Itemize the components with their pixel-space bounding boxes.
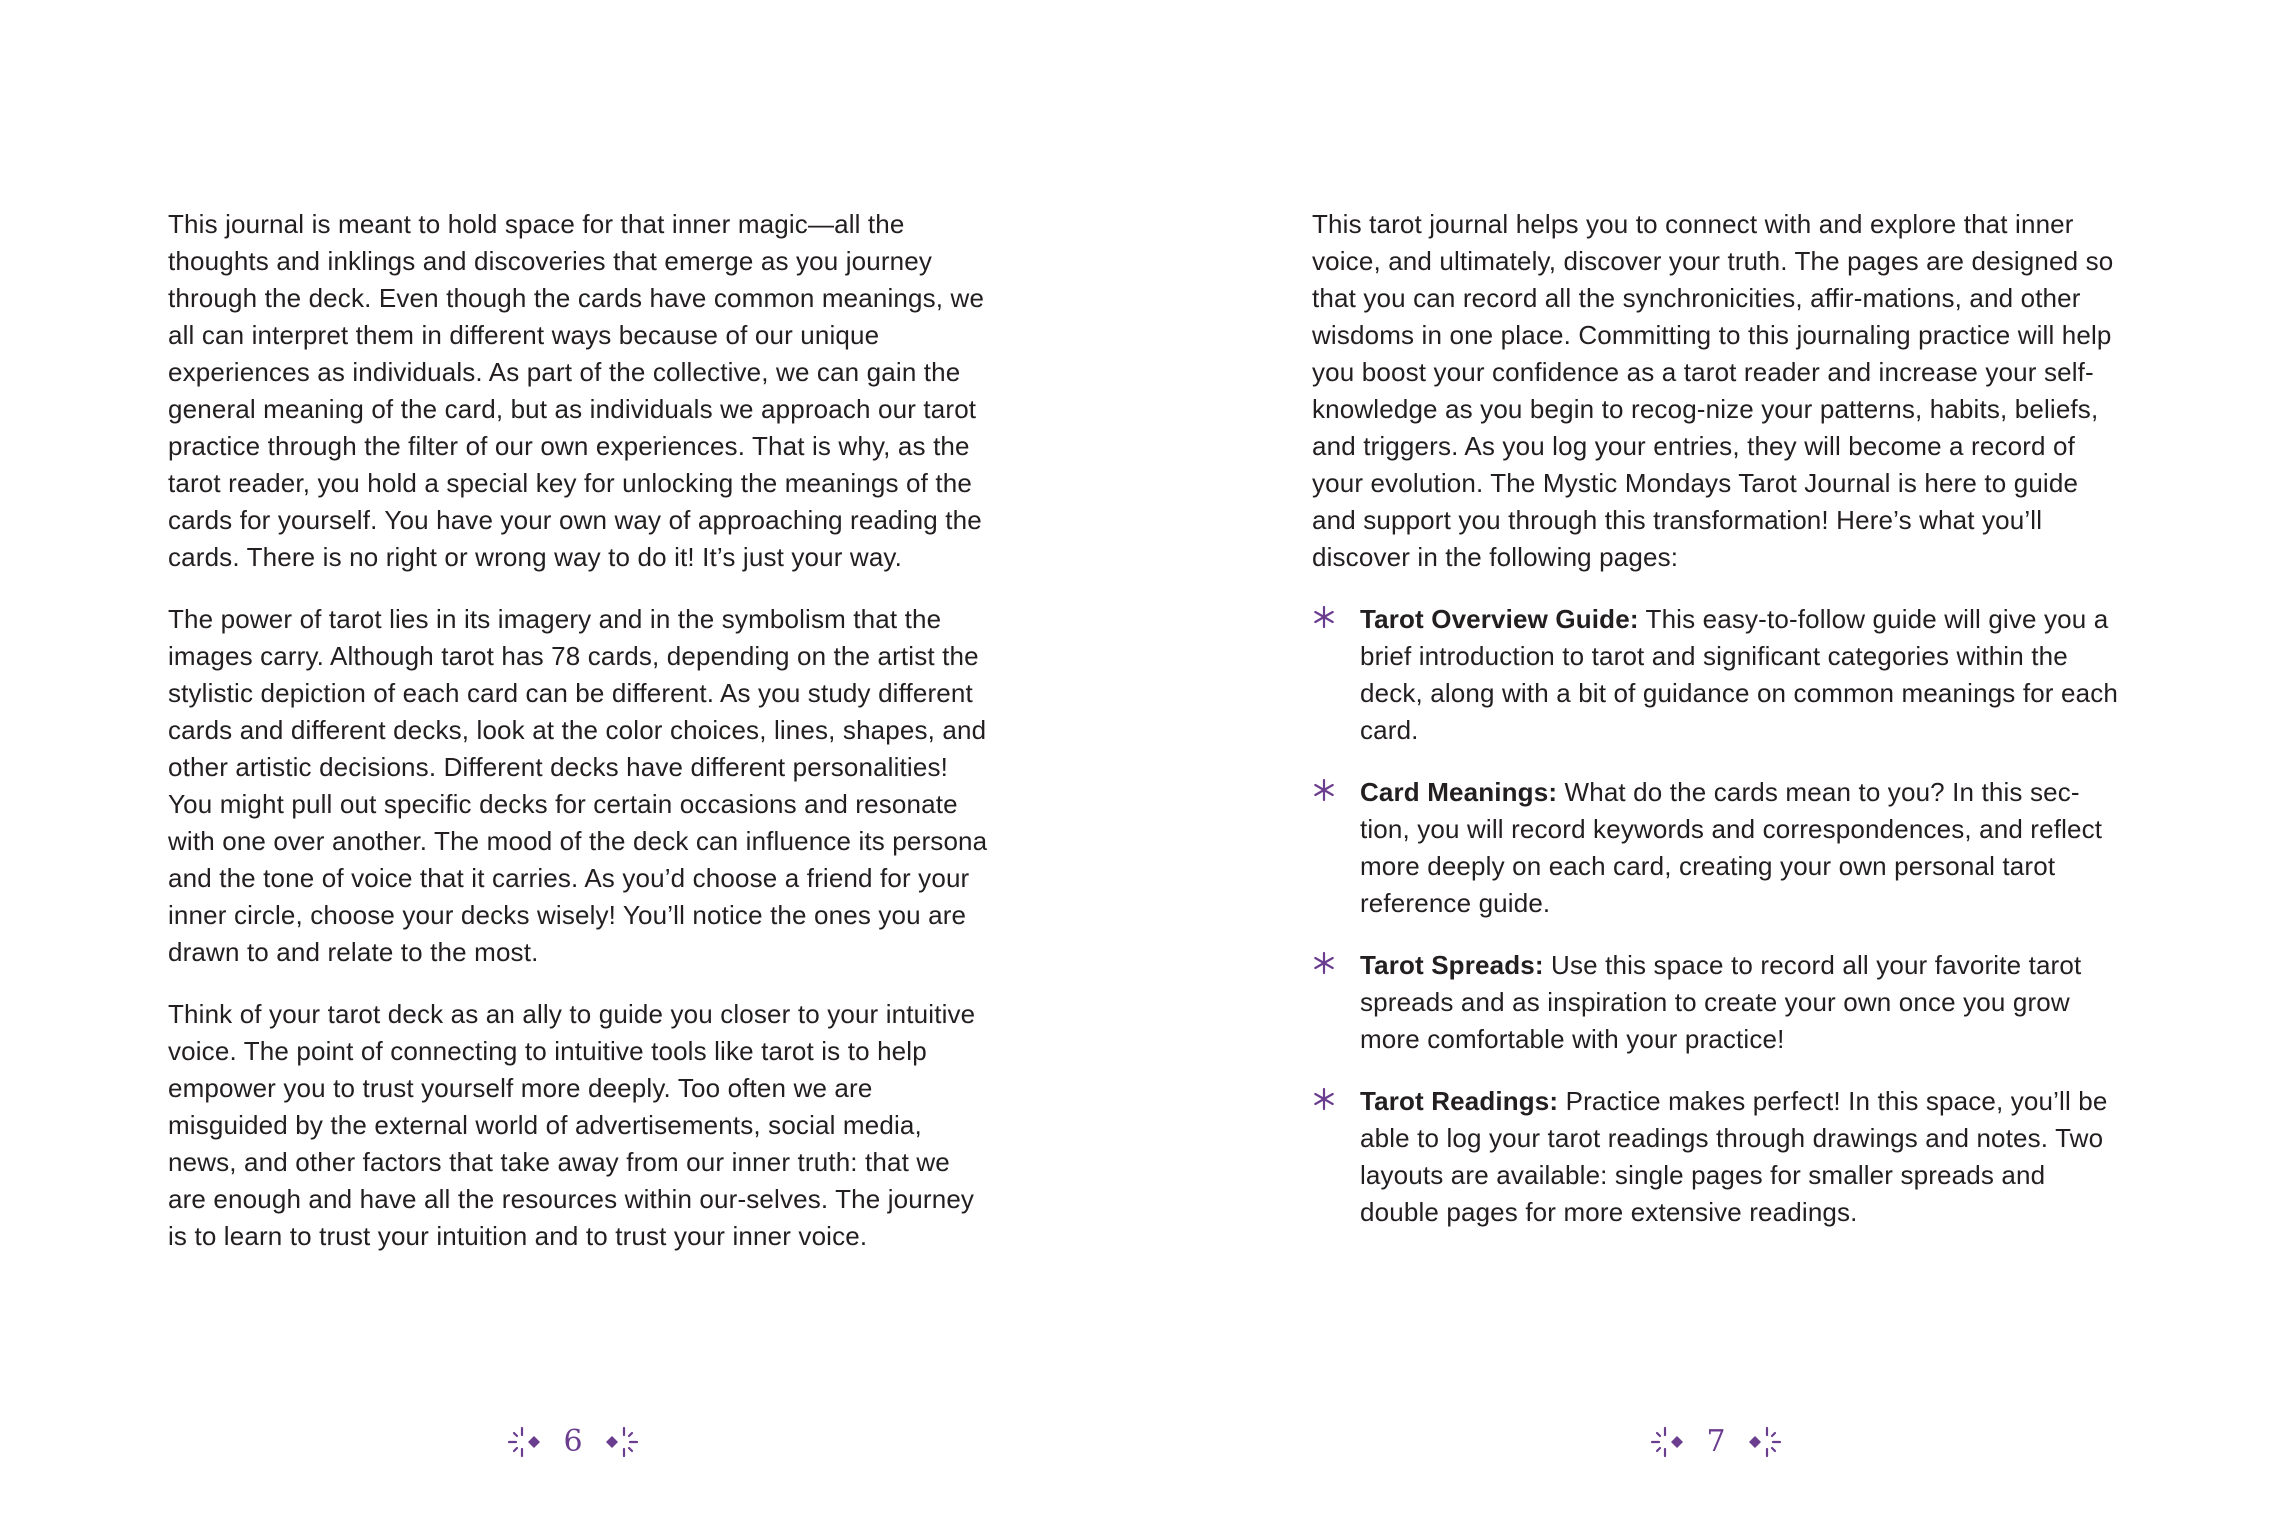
list-item — [1312, 947, 2122, 1058]
sparkle-ornament-icon — [507, 1423, 545, 1461]
left-page-body — [168, 206, 988, 1280]
list-item — [1312, 601, 2122, 749]
list-item-text: Practice makes perfect! In this space, you’ll be able to log your tarot readings through drawings and notes. Two layouts are available: single pages for smaller spreads and double pages for more extensive readings. — [1360, 1086, 2108, 1227]
page-number: 6 — [563, 1424, 583, 1459]
sparkle-ornament-icon — [1744, 1423, 1782, 1461]
asterisk-icon — [1312, 951, 1336, 975]
page-footer — [498, 1422, 648, 1462]
list-item-text: What do the cards mean to you? In this sec-tion, you will record keywords and correspondences, and reflect more deeply on each card, creating your own personal tarot reference guide. — [1360, 777, 2103, 918]
paragraph: This journal is meant to hold space for that inner magic—all the thoughts and inklings and discoveries that emerge as you journey through the deck. Even though the cards have common meanings, we all can interpret them in different ways because of our unique experiences as individuals. As part of the collective, we can gain the general meaning of the card, but as individuals we approach our tarot practice through the filter of our own experiences. That is why, as the tarot reader, you hold a special key for unlocking the meanings of the cards for yourself. You have your own way of approaching reading the cards. There is no right or wrong way to do it! It’s just your way. — [168, 209, 985, 572]
page-number: 7 — [1706, 1424, 1726, 1459]
right-page — [1138, 0, 2276, 1518]
intro-paragraph: This tarot journal helps you to connect with and explore that inner voice, and ultimately, discover your truth. The pages are designed so that you can record all the synchronicities, affir-mations, and other wisdoms in one place. Committing to this journaling practice will help you boost your confidence as a tarot reader and increase your self-knowledge as you begin to recog-nize your patterns, habits, beliefs, and triggers. As you log your entries, they will become a record of your evolution. The Mystic Mondays Tarot Journal is here to guide and support you through this transformation! Here’s what you’ll discover in the following pages: — [1312, 209, 2114, 572]
asterisk-icon — [1312, 605, 1336, 629]
paragraph: The power of tarot lies in its imagery and in the symbolism that the images carry. Although tarot has 78 cards, depending on the artist the stylistic depiction of each card can be different. As you study different cards and different decks, look at the color choices, lines, shapes, and other artistic decisions. Different decks have different personalities! You might pull out specific decks for certain occasions and resonate with one over another. The mood of the deck can influence its persona and the tone of voice that it carries. As you’d choose a friend for your inner circle, choose your decks wisely! You’ll notice the ones you are drawn to and relate to the most. — [168, 604, 988, 967]
list-item-title: Tarot Readings: — [1360, 1086, 1559, 1116]
list-item-title: Tarot Overview Guide: — [1360, 604, 1639, 634]
list-item-title: Card Meanings: — [1360, 777, 1558, 807]
sparkle-ornament-icon — [601, 1423, 639, 1461]
list-item — [1312, 1083, 2122, 1231]
list-item-title: Tarot Spreads: — [1360, 950, 1544, 980]
page-footer — [1641, 1422, 1791, 1462]
feature-list — [1312, 601, 2122, 1231]
asterisk-icon — [1312, 778, 1336, 802]
right-page-body — [1312, 206, 2122, 1256]
list-item-text: Use this space to record all your favorite tarot spreads and as inspiration to create your own once you grow more comfortable with your practice! — [1360, 950, 2082, 1054]
list-item-text: This easy-to-follow guide will give you a brief introduction to tarot and significant categories within the deck, along with a bit of guidance on common meanings for each card. — [1360, 604, 2118, 745]
list-item — [1312, 774, 2122, 922]
paragraph: Think of your tarot deck as an ally to guide you closer to your intuitive voice. The point of connecting to intuitive tools like tarot is to help empower you to trust yourself more deeply. Too often we are misguided by the external world of advertisements, social media, news, and other factors that take away from our inner truth: that we are enough and have all the resources within our-selves. The journey is to learn to trust your intuition and to trust your inner voice. — [168, 999, 976, 1251]
sparkle-ornament-icon — [1650, 1423, 1688, 1461]
asterisk-icon — [1312, 1087, 1336, 1111]
